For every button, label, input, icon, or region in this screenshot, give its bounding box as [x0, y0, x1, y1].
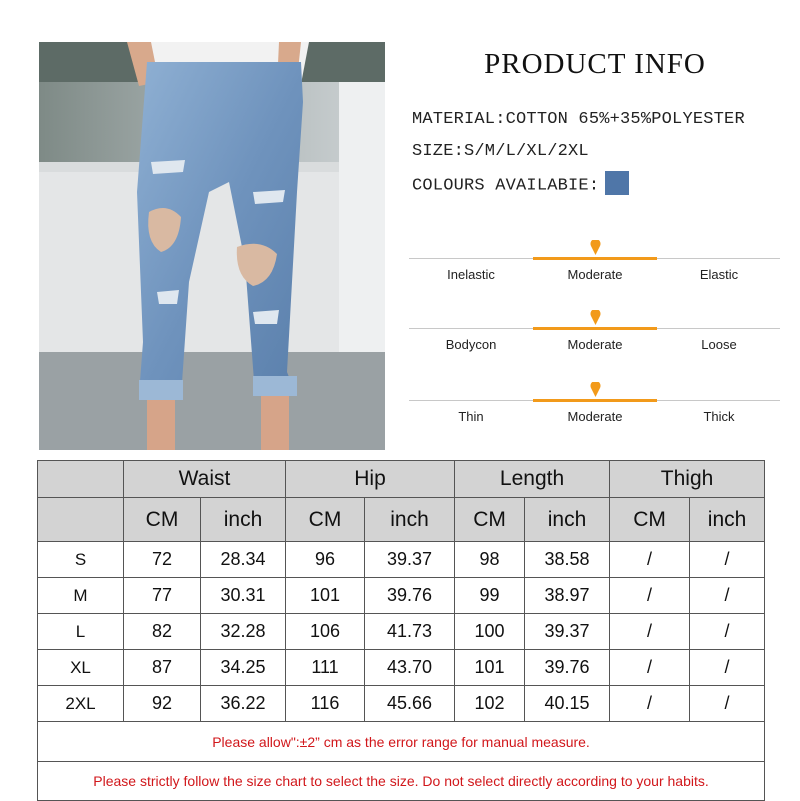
table-row — [38, 686, 765, 722]
scale-label-middle: Moderate — [567, 409, 623, 424]
value-cell: / — [610, 578, 690, 614]
value-cell: 30.31 — [201, 578, 286, 614]
value-cell: 40.15 — [525, 686, 610, 722]
value-cell: / — [690, 542, 765, 578]
scale-highlight — [533, 399, 657, 402]
value-cell: 100 — [455, 614, 525, 650]
header-waist: Waist — [124, 461, 286, 498]
scale-label-middle: Moderate — [567, 267, 623, 282]
value-cell: 39.76 — [365, 578, 455, 614]
value-cell: 99 — [455, 578, 525, 614]
value-cell: 116 — [286, 686, 365, 722]
scale-label-right: Elastic — [699, 267, 739, 282]
unit-header: inch — [201, 498, 286, 542]
value-cell: 41.73 — [365, 614, 455, 650]
table-row — [38, 578, 765, 614]
value-cell: 101 — [286, 578, 365, 614]
scale-pin-icon — [590, 310, 601, 325]
value-cell: / — [610, 542, 690, 578]
value-cell: / — [690, 686, 765, 722]
unit-blank — [38, 498, 124, 542]
colours-line — [412, 173, 629, 197]
product-photo — [39, 42, 385, 450]
size-selection-note: Please strictly follow the size chart to select the size. Do not select directly according to your habits. — [38, 762, 765, 801]
scale-pin-icon — [590, 240, 601, 255]
scale-highlight — [533, 327, 657, 330]
header-hip: Hip — [286, 461, 455, 498]
value-cell: 38.97 — [525, 578, 610, 614]
size-cell: M — [38, 578, 124, 614]
thickness-scale — [409, 380, 780, 424]
error-range-note: Please allow":±2” cm as the error range for manual measure. — [38, 722, 765, 762]
value-cell: 77 — [124, 578, 201, 614]
value-cell: / — [610, 614, 690, 650]
material-text: MATERIAL:COTTON 65%+35%POLYESTER — [412, 110, 745, 129]
unit-header: CM — [455, 498, 525, 542]
table-row — [38, 542, 765, 578]
note-row — [38, 762, 765, 801]
value-cell: 34.25 — [201, 650, 286, 686]
value-cell: / — [690, 578, 765, 614]
value-cell: 28.34 — [201, 542, 286, 578]
value-cell: 92 — [124, 686, 201, 722]
unit-header: CM — [286, 498, 365, 542]
value-cell: 96 — [286, 542, 365, 578]
size-text: SIZE:S/M/L/XL/2XL — [412, 142, 589, 161]
unit-header: inch — [365, 498, 455, 542]
elasticity-scale — [409, 238, 780, 282]
product-info-title: PRODUCT INFO — [484, 48, 706, 80]
fit-scale — [409, 308, 780, 352]
header-blank — [38, 461, 124, 498]
scale-label-left: Inelastic — [447, 267, 495, 282]
size-chart-table — [37, 460, 765, 801]
value-cell: / — [690, 614, 765, 650]
scale-label-right: Thick — [703, 409, 735, 424]
value-cell: 106 — [286, 614, 365, 650]
size-cell: XL — [38, 650, 124, 686]
value-cell: / — [610, 686, 690, 722]
value-cell: 36.22 — [201, 686, 286, 722]
scale-label-left: Thin — [458, 409, 484, 424]
header-thigh: Thigh — [610, 461, 765, 498]
size-cell: 2XL — [38, 686, 124, 722]
group-header-row — [38, 461, 765, 498]
value-cell: 45.66 — [365, 686, 455, 722]
value-cell: 111 — [286, 650, 365, 686]
value-cell: 87 — [124, 650, 201, 686]
size-cell: L — [38, 614, 124, 650]
unit-header: inch — [525, 498, 610, 542]
scale-pin-icon — [590, 382, 601, 397]
table-row — [38, 614, 765, 650]
unit-header: CM — [124, 498, 201, 542]
colours-label: COLOURS AVAILABIE: — [412, 176, 600, 196]
scale-label-right: Loose — [701, 337, 737, 352]
colour-swatch — [605, 171, 629, 195]
value-cell: 98 — [455, 542, 525, 578]
unit-header: inch — [690, 498, 765, 542]
value-cell: 39.37 — [365, 542, 455, 578]
scale-label-middle: Moderate — [567, 337, 623, 352]
note-row — [38, 722, 765, 762]
unit-header: CM — [610, 498, 690, 542]
value-cell: 32.28 — [201, 614, 286, 650]
value-cell: 72 — [124, 542, 201, 578]
value-cell: 101 — [455, 650, 525, 686]
header-length: Length — [455, 461, 610, 498]
unit-header-row — [38, 498, 765, 542]
size-cell: S — [38, 542, 124, 578]
value-cell: 102 — [455, 686, 525, 722]
value-cell: 39.37 — [525, 614, 610, 650]
value-cell: 43.70 — [365, 650, 455, 686]
value-cell: 38.58 — [525, 542, 610, 578]
value-cell: 39.76 — [525, 650, 610, 686]
scale-highlight — [533, 257, 657, 260]
value-cell: / — [690, 650, 765, 686]
scale-label-left: Bodycon — [445, 337, 497, 352]
table-row — [38, 650, 765, 686]
value-cell: 82 — [124, 614, 201, 650]
value-cell: / — [610, 650, 690, 686]
